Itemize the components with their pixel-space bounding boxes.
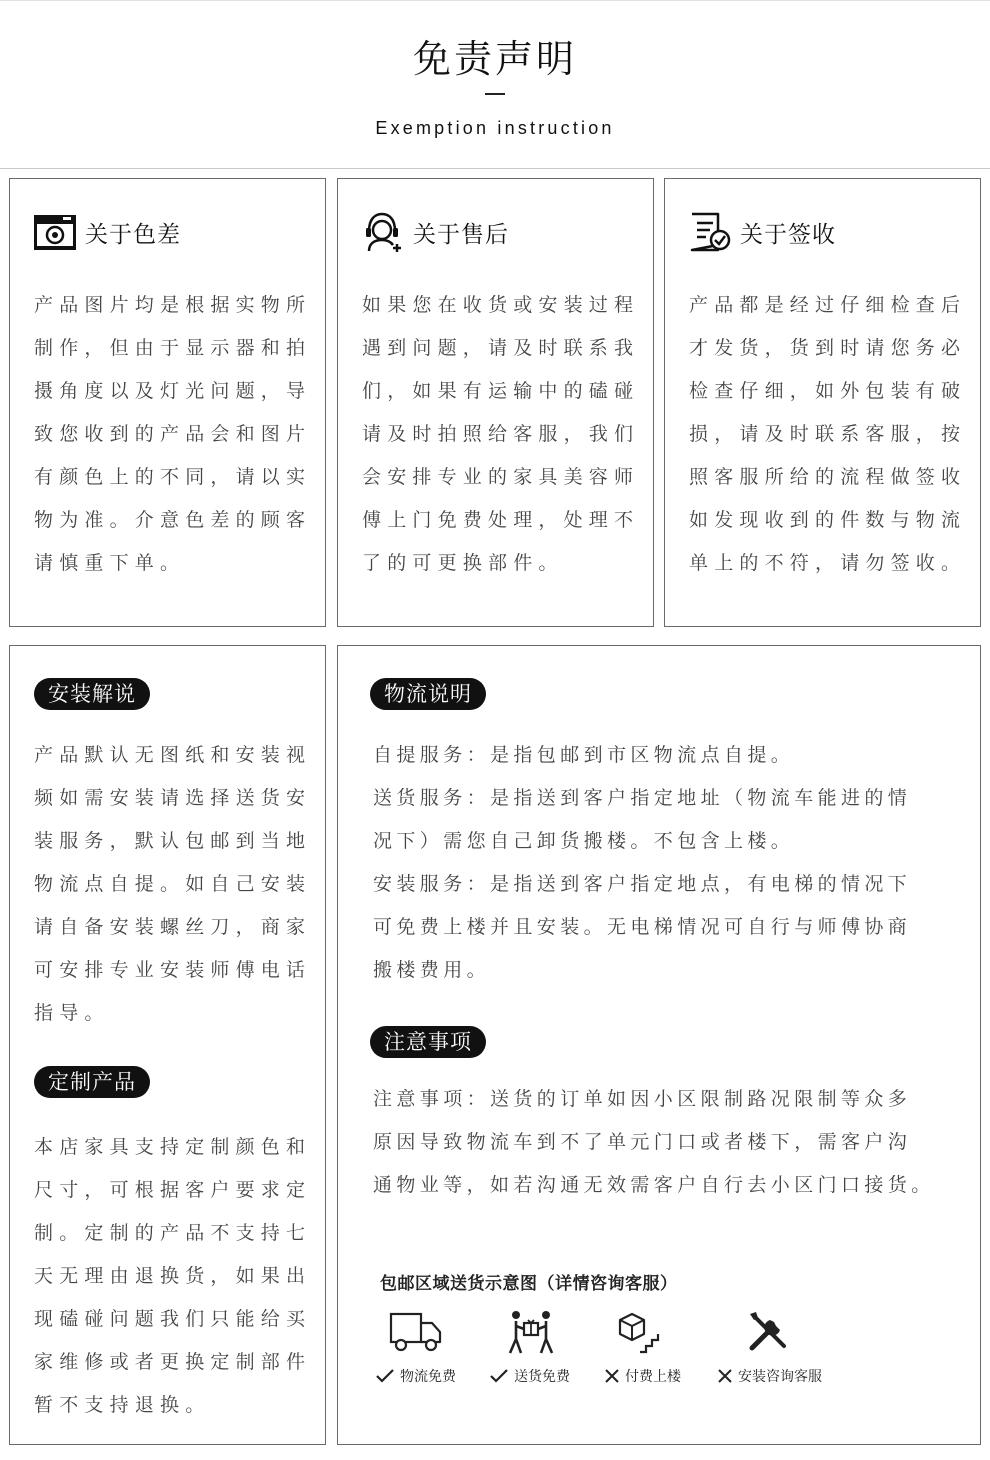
text-line: 如果您在收货或安装过程 bbox=[362, 294, 640, 316]
text-line: 检查仔细，如外包装有破 bbox=[689, 380, 967, 402]
header-divider bbox=[0, 168, 990, 169]
text-line: 物为准。介意色差的顾客 bbox=[34, 509, 312, 531]
shipping-item-label: 送货免费 bbox=[514, 1369, 570, 1385]
text-line: 原因导致物流车到不了单元门口或者楼下，需客户沟 bbox=[373, 1131, 912, 1153]
text-line: 如发现收到的件数与物流 bbox=[689, 509, 967, 531]
text-line: 制。定制的产品不支持七 bbox=[34, 1222, 312, 1244]
shipping-diagram-title: 包邮区域送货示意图（详情咨询客服） bbox=[380, 1274, 678, 1294]
page-subtitle: Exemption instruction bbox=[375, 118, 615, 138]
install-body bbox=[34, 734, 311, 1035]
text-line: 摄角度以及灯光问题，导 bbox=[34, 380, 312, 402]
delivery-person-icon bbox=[501, 1309, 561, 1355]
shipping-item bbox=[605, 1366, 681, 1386]
text-line: 现磕碰问题我们只能给买 bbox=[34, 1308, 312, 1330]
check-icon bbox=[490, 1369, 508, 1383]
cross-icon bbox=[605, 1369, 619, 1383]
customer-service-icon bbox=[361, 211, 407, 253]
card-header bbox=[361, 211, 509, 253]
shipping-item-label: 付费上楼 bbox=[625, 1369, 681, 1385]
text-line: 可安排专业安装师傅电话 bbox=[34, 959, 312, 981]
text-line: 尺寸，可根据客户要求定 bbox=[34, 1179, 312, 1201]
text-line: 会安排专业的家具美容师 bbox=[362, 466, 640, 488]
shipping-item bbox=[718, 1366, 822, 1386]
text-line: 可免费上楼并且安装。无电梯情况可自行与师傅协商 bbox=[373, 916, 912, 938]
logistics-title-badge: 物流说明 bbox=[370, 678, 486, 710]
text-line: 况下）需您自己卸货搬楼。不包含上楼。 bbox=[373, 830, 795, 852]
shipping-item bbox=[376, 1366, 456, 1386]
text-line: 产品都是经过仔细检查后 bbox=[689, 294, 967, 316]
shipping-item bbox=[490, 1366, 570, 1386]
card-body bbox=[362, 284, 639, 585]
box-stairs-icon bbox=[613, 1309, 673, 1355]
install-custom-panel bbox=[9, 645, 326, 1445]
shipping-item-label: 物流免费 bbox=[400, 1369, 456, 1385]
custom-body bbox=[34, 1126, 311, 1427]
text-line: 傅上门免费处理，处理不 bbox=[362, 509, 640, 531]
notice-body bbox=[373, 1078, 935, 1207]
card-title: 关于色差 bbox=[85, 221, 181, 248]
text-line: 通物业等，如若沟通无效需客户自行去小区门口接货。 bbox=[373, 1174, 935, 1196]
card-header bbox=[33, 211, 181, 253]
text-line: 请自备安装螺丝刀，商家 bbox=[34, 916, 312, 938]
card-title: 关于售后 bbox=[413, 221, 509, 248]
text-line: 致您收到的产品会和图片 bbox=[34, 423, 312, 445]
card-header bbox=[688, 211, 836, 253]
text-line: 有颜色上的不同，请以实 bbox=[34, 466, 312, 488]
custom-title-badge: 定制产品 bbox=[34, 1066, 150, 1098]
card-title: 关于签收 bbox=[740, 221, 836, 248]
text-line: 请慎重下单。 bbox=[34, 552, 186, 574]
text-line: 注意事项：送货的订单如因小区限制路况限制等众多 bbox=[373, 1088, 912, 1110]
text-line: 暂不支持退换。 bbox=[34, 1394, 211, 1416]
title-dash bbox=[485, 93, 505, 95]
text-line: 产品默认无图纸和安装视 bbox=[34, 744, 312, 766]
text-line: 请及时拍照给客服，我们 bbox=[362, 423, 640, 445]
text-line: 指导。 bbox=[34, 1002, 110, 1024]
text-line: 家维修或者更换定制部件 bbox=[34, 1351, 312, 1373]
text-line: 单上的不符，请勿签收。 bbox=[689, 552, 967, 574]
checklist-icon bbox=[688, 211, 734, 253]
truck-icon bbox=[386, 1309, 446, 1355]
card-body bbox=[689, 284, 966, 585]
notice-title-badge: 注意事项 bbox=[370, 1026, 486, 1058]
text-line: 才发货，货到时请您务必 bbox=[689, 337, 967, 359]
text-line: 天无理由退换货，如果出 bbox=[34, 1265, 312, 1287]
page-title: 免责声明 bbox=[412, 37, 577, 81]
card-body bbox=[34, 284, 311, 585]
after-sales-card bbox=[337, 178, 654, 627]
top-divider bbox=[0, 0, 990, 1]
cross-icon bbox=[718, 1369, 732, 1383]
text-line: 了的可更换部件。 bbox=[362, 552, 564, 574]
text-line: 制作，但由于显示器和拍 bbox=[34, 337, 312, 359]
text-line: 遇到问题，请及时联系我 bbox=[362, 337, 640, 359]
text-line: 装服务，默认包邮到当地 bbox=[34, 830, 312, 852]
text-line: 本店家具支持定制颜色和 bbox=[34, 1136, 312, 1158]
check-icon bbox=[376, 1369, 394, 1383]
text-line: 照客服所给的流程做签收 bbox=[689, 466, 967, 488]
text-line: 损，请及时联系客服，按 bbox=[689, 423, 967, 445]
text-line: 安装服务：是指送到客户指定地点，有电梯的情况下 bbox=[373, 873, 912, 895]
text-line: 频如需安装请选择送货安 bbox=[34, 787, 312, 809]
text-line: 物流点自提。如自己安装 bbox=[34, 873, 312, 895]
text-line: 们，如果有运输中的磕碰 bbox=[362, 380, 640, 402]
tools-icon bbox=[738, 1309, 798, 1355]
logistics-panel bbox=[337, 645, 981, 1445]
install-title-badge: 安装解说 bbox=[34, 678, 150, 710]
camera-icon bbox=[33, 211, 79, 253]
text-line: 自提服务：是指包邮到市区物流点自提。 bbox=[373, 744, 795, 766]
text-line: 送货服务：是指送到客户指定地址（物流车能进的情 bbox=[373, 787, 912, 809]
shipping-item-label: 安装咨询客服 bbox=[738, 1369, 822, 1385]
sign-for-card bbox=[664, 178, 981, 627]
text-line: 搬楼费用。 bbox=[373, 959, 491, 981]
color-difference-card bbox=[9, 178, 326, 627]
text-line: 产品图片均是根据实物所 bbox=[34, 294, 312, 316]
logistics-body bbox=[373, 734, 911, 992]
